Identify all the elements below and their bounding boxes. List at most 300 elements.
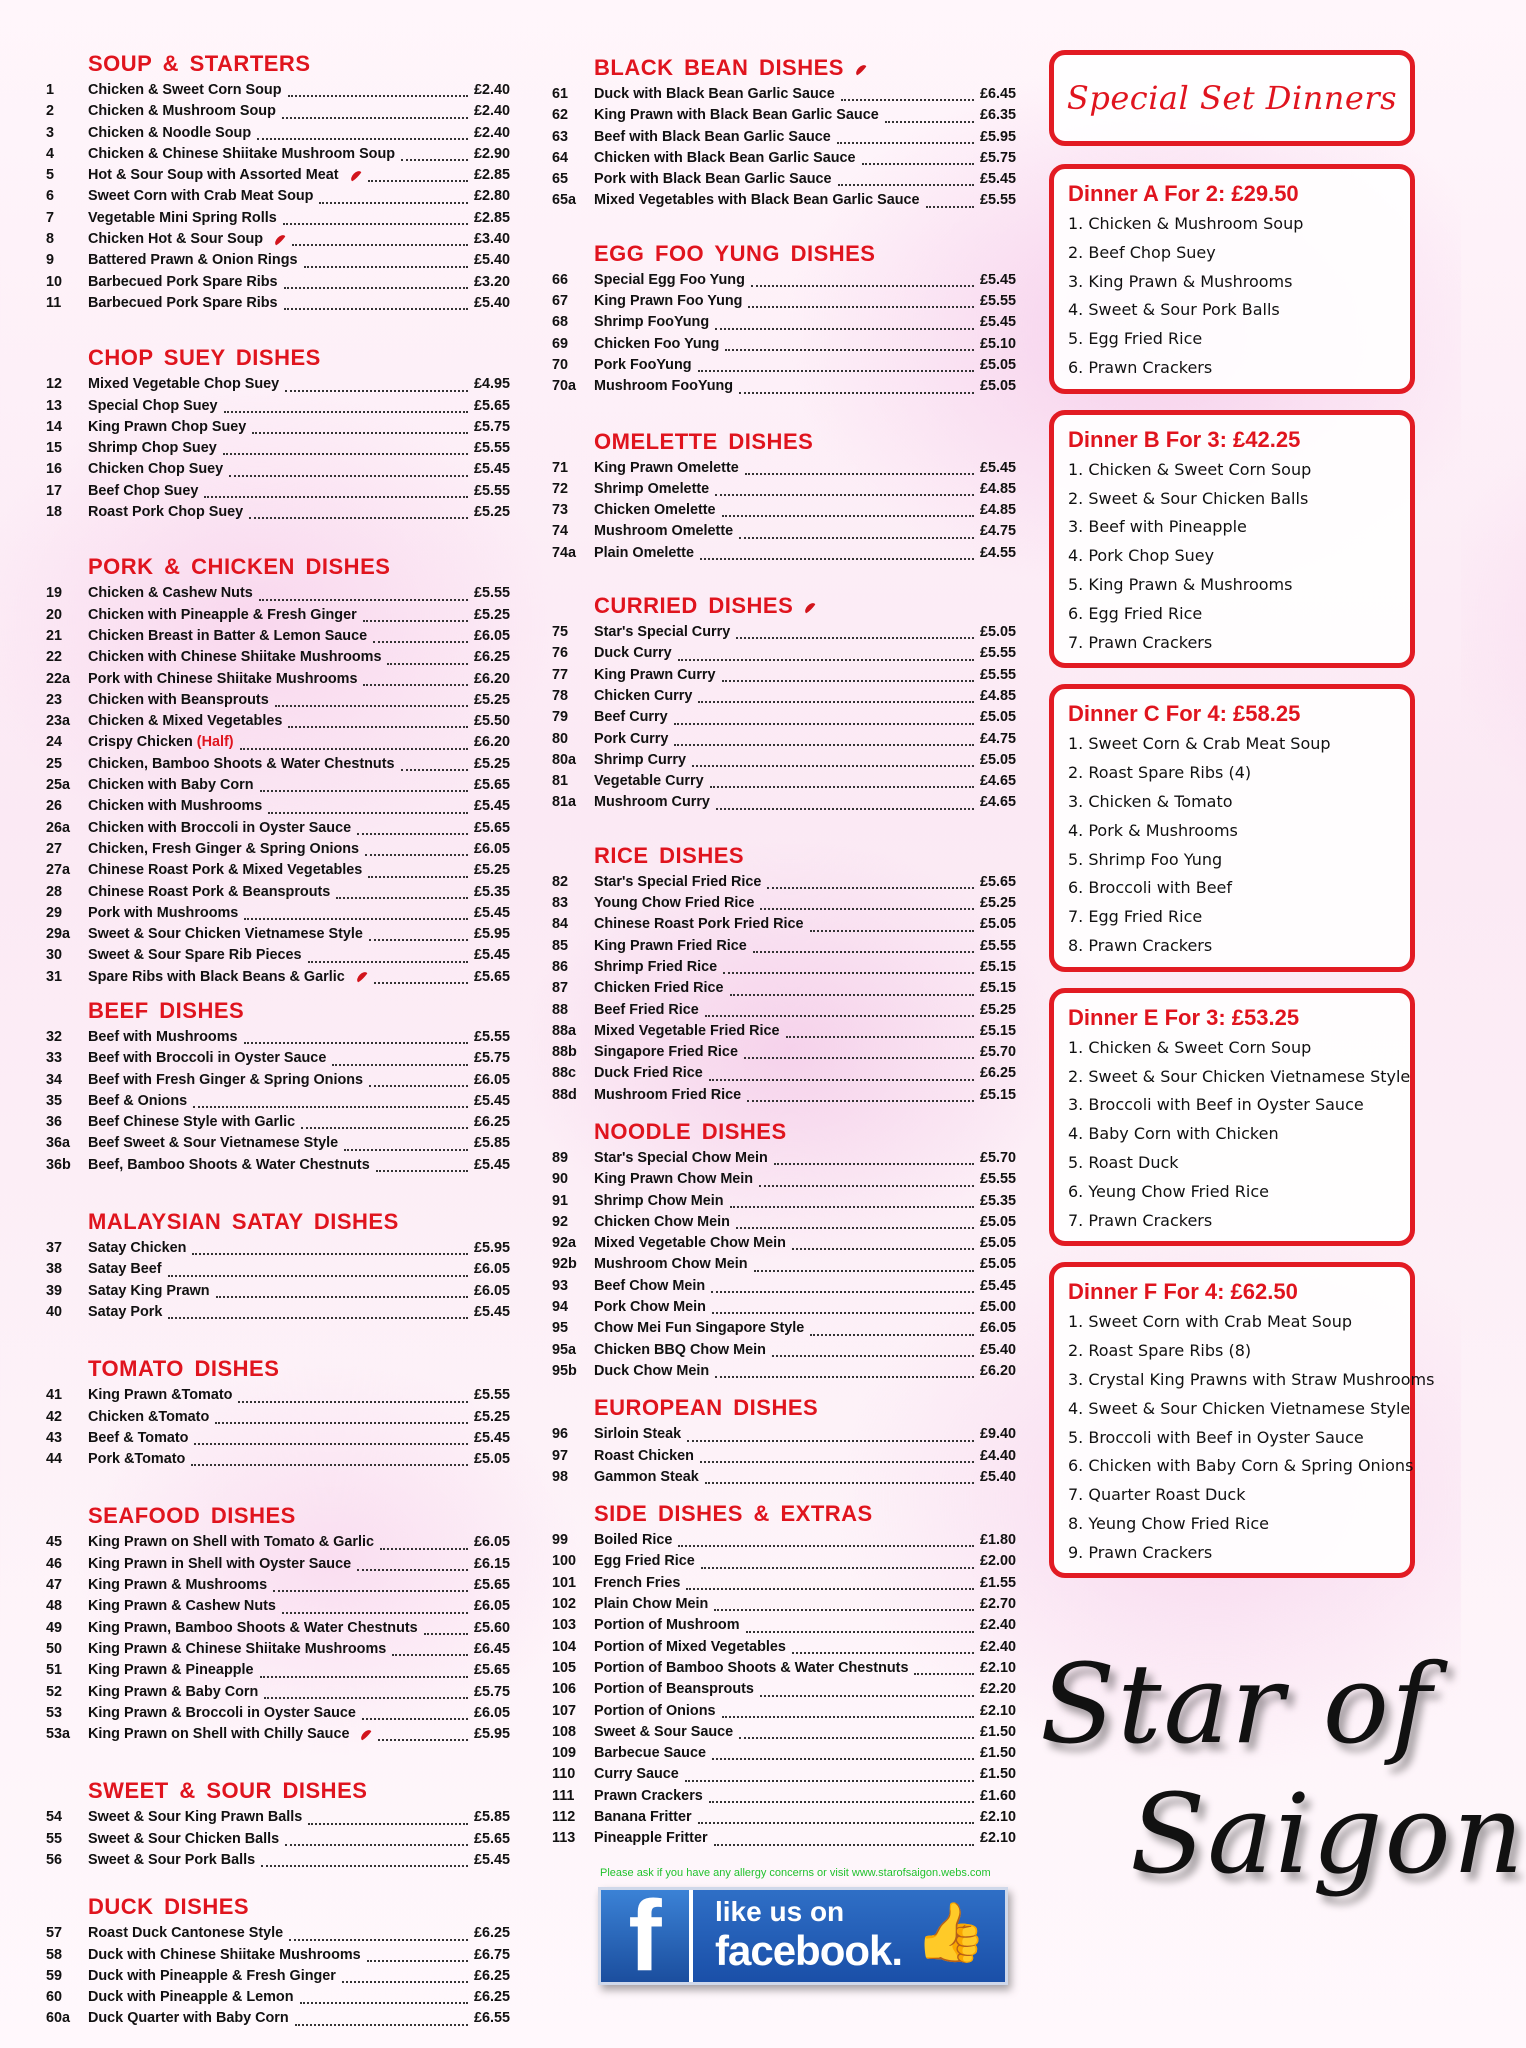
item-price: £5.75 xyxy=(980,149,1017,166)
item-name-text: Mixed Vegetable Chop Suey xyxy=(88,376,280,393)
menu-item xyxy=(552,355,1020,376)
section-title-text: EGG FOO YUNG DISHES xyxy=(594,240,876,266)
menu-item xyxy=(46,1112,514,1133)
menu-item xyxy=(46,1923,514,1944)
item-name-text: Chicken with Broccoli in Oyster Sauce xyxy=(88,819,352,836)
item-name xyxy=(88,1281,210,1302)
item-number: 42 xyxy=(46,1408,63,1425)
menu-item xyxy=(46,882,514,903)
dinner-item: 8. Yeung Chow Fried Rice xyxy=(1068,1513,1269,1533)
dot-leader xyxy=(926,206,974,208)
item-price: £2.10 xyxy=(980,1659,1017,1676)
dot-leader xyxy=(914,1673,974,1675)
item-number: 68 xyxy=(552,314,569,331)
item-name xyxy=(594,148,856,169)
item-name xyxy=(88,250,298,271)
item-number: 24 xyxy=(46,734,63,751)
item-name-text: Pineapple Fritter xyxy=(594,1830,708,1847)
dot-leader xyxy=(363,620,468,622)
item-name xyxy=(88,165,362,186)
item-name xyxy=(88,459,223,480)
menu-item xyxy=(46,1987,514,2008)
item-number: 52 xyxy=(46,1683,63,1700)
item-price: £5.65 xyxy=(474,397,511,414)
item-name-text: Vegetable Curry xyxy=(594,773,704,790)
section-title xyxy=(552,592,1020,620)
dot-leader xyxy=(223,453,468,455)
item-name-text: Mushroom Omelette xyxy=(594,523,734,540)
menu-item xyxy=(552,521,1020,542)
item-price: £3.20 xyxy=(474,273,511,290)
item-name-text: Chicken & Noodle Soup xyxy=(88,124,252,141)
item-name-text: Beef Sweet & Sour Vietnamese Style xyxy=(88,1135,339,1152)
dinner-title: Dinner C For 4: £58.25 xyxy=(1068,701,1301,727)
menu-section xyxy=(46,1208,514,1323)
item-name xyxy=(594,1828,708,1849)
item-name xyxy=(88,860,362,881)
item-name-text: Curry Sauce xyxy=(594,1766,679,1783)
item-number: 25 xyxy=(46,755,63,772)
item-name xyxy=(88,1449,185,1470)
item-name xyxy=(594,1233,786,1254)
item-name xyxy=(594,1021,780,1042)
item-name xyxy=(88,1575,267,1596)
dot-leader xyxy=(739,1737,974,1739)
item-name-text: Chicken, Bamboo Shoots & Water Chestnuts xyxy=(88,755,395,772)
dot-leader xyxy=(685,1780,974,1782)
menu-item xyxy=(552,1764,1020,1785)
item-name xyxy=(88,1302,162,1323)
dinner-item: 5. Roast Duck xyxy=(1068,1152,1179,1172)
item-price: £4.65 xyxy=(980,773,1017,790)
item-number: 89 xyxy=(552,1149,569,1166)
menu-item xyxy=(552,729,1020,750)
item-name-text: Duck Chow Mein xyxy=(594,1362,710,1379)
item-price: £5.65 xyxy=(474,819,511,836)
item-name xyxy=(594,1446,694,1467)
item-name xyxy=(594,893,754,914)
dinner-item: 4. Sweet & Sour Pork Balls xyxy=(1068,300,1280,320)
item-name-text: Roast Pork Chop Suey xyxy=(88,504,244,521)
item-name-text: Duck with Chinese Shiitake Mushrooms xyxy=(88,1946,361,1963)
item-number: 95 xyxy=(552,1320,569,1337)
dot-leader xyxy=(204,496,468,498)
menu-item xyxy=(552,1000,1020,1021)
dot-leader xyxy=(363,684,468,686)
dot-leader xyxy=(674,744,974,746)
item-number: 44 xyxy=(46,1451,63,1468)
item-name-text: Duck Fried Rice xyxy=(594,1065,703,1082)
dot-leader xyxy=(730,1206,974,1208)
dot-leader xyxy=(715,1376,974,1378)
item-number: 36a xyxy=(46,1135,71,1152)
menu-item xyxy=(46,186,514,207)
dinner-list xyxy=(1049,164,1435,1578)
item-number: 4 xyxy=(46,145,55,162)
item-name-text: King Prawn on Shell with Tomato & Garlic xyxy=(88,1534,374,1551)
item-name-text: Crispy Chicken xyxy=(88,734,193,751)
item-price: £5.40 xyxy=(980,1341,1017,1358)
item-price: £5.65 xyxy=(474,1577,511,1594)
item-name xyxy=(88,438,217,459)
item-price: £4.95 xyxy=(474,376,511,393)
dot-leader xyxy=(292,244,468,246)
item-name xyxy=(88,839,359,860)
dinner-box xyxy=(1049,164,1415,394)
item-price: £5.45 xyxy=(980,459,1017,476)
dot-leader xyxy=(191,1464,468,1466)
dot-leader xyxy=(332,1064,468,1066)
dot-leader xyxy=(369,1085,468,1087)
menu-section xyxy=(46,344,514,523)
item-name-text: Shrimp Omelette xyxy=(594,480,710,497)
item-name-text: Chicken with Beansprouts xyxy=(88,691,269,708)
item-name-text: King Prawn in Shell with Oyster Sauce xyxy=(88,1555,352,1572)
item-name xyxy=(88,647,381,668)
item-name xyxy=(88,1091,187,1112)
item-price: £6.05 xyxy=(474,1598,511,1615)
item-name xyxy=(88,272,278,293)
item-name xyxy=(594,1318,804,1339)
section-title-text: SOUP & STARTERS xyxy=(88,51,311,76)
item-name-text: Chicken & Cashew Nuts xyxy=(88,585,253,602)
dinner-item: 8. Prawn Crackers xyxy=(1068,935,1213,955)
item-name-text: Egg Fried Rice xyxy=(594,1553,695,1570)
menu-item xyxy=(46,1703,514,1724)
item-number: 55 xyxy=(46,1830,63,1847)
item-number: 65 xyxy=(552,171,569,188)
dot-leader xyxy=(373,641,468,643)
item-name-text: Star's Special Curry xyxy=(594,624,731,641)
item-number: 36 xyxy=(46,1114,63,1131)
menu-item xyxy=(552,458,1020,479)
item-number: 82 xyxy=(552,873,569,890)
item-price: £5.50 xyxy=(474,713,511,730)
menu-item xyxy=(552,270,1020,291)
dot-leader xyxy=(238,1401,468,1403)
item-name-text: Duck with Pineapple & Fresh Ginger xyxy=(88,1967,336,1984)
menu-item xyxy=(552,957,1020,978)
item-name xyxy=(594,1297,706,1318)
item-name xyxy=(594,792,710,813)
item-name xyxy=(88,502,243,523)
item-name-text: Chicken Chop Suey xyxy=(88,461,224,478)
dot-leader xyxy=(714,1844,974,1846)
menu-item xyxy=(552,1679,1020,1700)
item-name xyxy=(594,707,668,728)
item-name xyxy=(594,543,694,564)
item-name-text: Chicken with Baby Corn xyxy=(88,777,254,794)
item-name xyxy=(594,1361,709,1382)
item-price: £1.55 xyxy=(980,1574,1017,1591)
item-price: £6.45 xyxy=(980,86,1017,102)
item-number: 78 xyxy=(552,687,569,704)
dot-leader xyxy=(275,705,468,707)
item-price: £5.05 xyxy=(980,1235,1017,1252)
facebook-like-banner[interactable] xyxy=(598,1880,1008,1992)
item-price: £5.45 xyxy=(980,171,1017,188)
menu-item xyxy=(552,1169,1020,1190)
item-name-text: Special Egg Foo Yung xyxy=(594,271,745,288)
dot-leader xyxy=(760,1695,974,1697)
item-name xyxy=(594,105,879,126)
item-price: £5.25 xyxy=(980,895,1017,912)
menu-item xyxy=(46,1449,514,1470)
dot-leader xyxy=(698,1822,974,1824)
item-name-text: King Prawn on Shell with Chilly Sauce xyxy=(88,1726,350,1743)
section-title xyxy=(552,1500,1020,1528)
item-number: 26a xyxy=(46,819,71,836)
dot-leader xyxy=(368,876,468,878)
section-title-text: MALAYSIAN SATAY DISHES xyxy=(88,1209,399,1235)
item-name xyxy=(88,208,277,229)
item-name-text: Mushroom FooYung xyxy=(594,378,734,395)
item-name-text: Chicken Omelette xyxy=(594,502,716,519)
item-number: 51 xyxy=(46,1662,63,1679)
dot-leader xyxy=(748,306,974,308)
item-name xyxy=(88,732,234,753)
item-name-text: King Prawn Curry xyxy=(594,666,716,683)
menu-section xyxy=(46,1355,514,1470)
item-number: 83 xyxy=(552,895,569,912)
menu-item xyxy=(46,1639,514,1660)
item-price: £5.55 xyxy=(980,192,1017,209)
chili-icon xyxy=(355,971,368,984)
item-name xyxy=(594,1467,699,1488)
item-name-text: Boiled Rice xyxy=(594,1532,673,1549)
item-name xyxy=(88,1554,351,1575)
item-name-text: Mushroom Chow Mein xyxy=(594,1256,748,1273)
dot-leader xyxy=(715,494,974,496)
item-number: 27 xyxy=(46,840,63,857)
item-price: £5.40 xyxy=(474,294,511,311)
dinner-item: 7. Prawn Crackers xyxy=(1068,1210,1213,1230)
item-number: 56 xyxy=(46,1852,63,1868)
menu-item xyxy=(46,396,514,417)
menu-item xyxy=(46,272,514,293)
dot-leader xyxy=(308,961,468,963)
item-number: 20 xyxy=(46,606,63,623)
chili-icon xyxy=(803,601,816,614)
dot-leader xyxy=(792,1248,974,1250)
item-name-text: Young Chow Fried Rice xyxy=(594,895,755,912)
item-price: £4.85 xyxy=(980,480,1017,497)
item-price: £5.25 xyxy=(474,606,511,623)
dinner-item: 5. Broccoli with Beef in Oyster Sauce xyxy=(1068,1427,1364,1447)
dot-leader xyxy=(285,1844,468,1846)
dot-leader xyxy=(244,1042,468,1044)
item-price: £5.05 xyxy=(980,356,1017,373)
item-number: 30 xyxy=(46,947,63,964)
item-name xyxy=(88,690,269,711)
menu-item xyxy=(552,1658,1020,1679)
menu-item xyxy=(46,669,514,690)
menu-item xyxy=(552,686,1020,707)
section-title xyxy=(552,842,1020,870)
item-name xyxy=(88,186,313,207)
item-name-text: King Prawn Chop Suey xyxy=(88,418,247,435)
item-name-text: Roast Duck Cantonese Style xyxy=(88,1925,284,1942)
item-price: £5.25 xyxy=(474,504,511,521)
section-title-text: BLACK BEAN DISHES xyxy=(594,55,844,80)
item-price: £4.65 xyxy=(980,794,1017,811)
item-name xyxy=(594,686,692,707)
menu-item xyxy=(46,1660,514,1681)
menu-item xyxy=(552,1615,1020,1636)
item-price: £5.55 xyxy=(474,482,511,499)
menu-item xyxy=(46,1596,514,1617)
item-price: £2.70 xyxy=(980,1596,1017,1613)
item-number: 13 xyxy=(46,397,63,414)
item-price: £5.00 xyxy=(980,1299,1017,1316)
dot-leader xyxy=(357,1569,468,1571)
menu-item xyxy=(552,893,1020,914)
item-price: £5.45 xyxy=(474,1092,511,1109)
menu-item xyxy=(552,1424,1020,1445)
item-name xyxy=(594,169,832,190)
menu-item xyxy=(552,190,1020,211)
item-portion-note: (Half) xyxy=(196,734,234,751)
item-name xyxy=(88,1133,338,1154)
item-name-text: Pork with Mushrooms xyxy=(88,904,239,921)
item-name xyxy=(594,127,831,148)
item-name xyxy=(594,1000,699,1021)
item-price: £1.50 xyxy=(980,1745,1017,1762)
dot-leader xyxy=(716,808,974,810)
item-number: 49 xyxy=(46,1619,63,1636)
item-name-text: Sweet Corn with Crab Meat Soup xyxy=(88,188,314,205)
dot-leader xyxy=(194,1443,468,1445)
item-name-text: Beef with Black Bean Garlic Sauce xyxy=(594,128,831,145)
menu-item xyxy=(46,690,514,711)
dot-leader xyxy=(745,473,974,475)
item-price: £5.40 xyxy=(980,1468,1017,1485)
menu-item xyxy=(46,1807,514,1828)
menu-item xyxy=(46,775,514,796)
menu-item xyxy=(46,1575,514,1596)
item-name xyxy=(88,1428,188,1449)
dinner-box xyxy=(1049,988,1415,1247)
item-name xyxy=(594,270,745,291)
item-price: £5.65 xyxy=(474,968,511,985)
item-name xyxy=(594,1340,766,1361)
dot-leader xyxy=(751,285,974,287)
item-price: £6.25 xyxy=(474,1114,511,1131)
item-price: £6.05 xyxy=(474,1534,511,1551)
item-number: 57 xyxy=(46,1925,63,1942)
item-number: 35 xyxy=(46,1092,63,1109)
item-price: £4.75 xyxy=(980,523,1017,540)
item-number: 22 xyxy=(46,649,63,666)
menu-item xyxy=(46,80,514,101)
item-name xyxy=(594,376,733,397)
item-price: £2.40 xyxy=(980,1617,1017,1634)
item-number: 65a xyxy=(552,192,577,209)
item-name xyxy=(594,622,730,643)
item-number: 66 xyxy=(552,271,569,288)
item-name xyxy=(594,1679,754,1700)
item-number: 106 xyxy=(552,1681,577,1698)
section-title xyxy=(552,240,1020,268)
item-name xyxy=(594,1042,738,1063)
item-number: 26 xyxy=(46,798,63,815)
item-name-text: Barbecued Pork Spare Ribs xyxy=(88,294,278,311)
item-price: £2.10 xyxy=(980,1809,1017,1825)
item-name-text: Mushroom Curry xyxy=(594,794,710,811)
item-price: £5.65 xyxy=(474,777,511,794)
item-number: 87 xyxy=(552,980,569,997)
item-number: 53a xyxy=(46,1726,71,1743)
dinner-item: 1. Sweet Corn & Crab Meat Soup xyxy=(1068,734,1331,754)
dot-leader xyxy=(283,223,468,225)
dot-leader xyxy=(712,1312,974,1314)
item-number: 12 xyxy=(46,376,63,393)
dot-leader xyxy=(759,1185,974,1187)
item-name-text: Chinese Roast Pork & Beansprouts xyxy=(88,883,331,900)
item-number: 11 xyxy=(46,294,62,311)
dinner-item: 2. Roast Spare Ribs (8) xyxy=(1068,1341,1252,1361)
dinner-title: Dinner F For 4: £62.50 xyxy=(1068,1279,1298,1305)
item-name-text: Special Chop Suey xyxy=(88,397,218,414)
section-title xyxy=(552,54,1020,82)
item-price: £5.65 xyxy=(474,1830,511,1847)
item-price: £5.55 xyxy=(980,666,1017,683)
dinner-item: 7. Egg Fried Rice xyxy=(1068,907,1203,927)
menu-item xyxy=(552,1063,1020,1084)
dot-leader xyxy=(342,1981,468,1983)
menu-item xyxy=(552,622,1020,643)
item-name xyxy=(88,2008,289,2029)
section-title-text: DUCK DISHES xyxy=(88,1894,250,1920)
item-name xyxy=(88,1923,283,1944)
item-price: £5.95 xyxy=(980,128,1017,145)
item-price: £6.05 xyxy=(474,627,511,644)
item-number: 70a xyxy=(552,378,577,395)
item-number: 58 xyxy=(46,1946,63,1963)
item-number: 53 xyxy=(46,1704,63,1721)
item-name-text: Chicken & Chinese Shiitake Mushroom Soup xyxy=(88,145,396,162)
item-name-text: Beef & Tomato xyxy=(88,1429,189,1446)
item-price: £6.25 xyxy=(474,1967,511,1984)
item-price: £5.25 xyxy=(474,862,511,879)
menu-item xyxy=(552,1786,1020,1807)
item-name-text: Hot & Sour Soup with Assorted Meat xyxy=(88,167,339,184)
item-name-text: Chicken Fried Rice xyxy=(594,980,724,997)
item-price: £5.05 xyxy=(474,1451,511,1468)
item-price: £5.60 xyxy=(474,1619,511,1636)
item-name xyxy=(88,101,276,122)
item-name-text: King Prawn & Baby Corn xyxy=(88,1683,259,1700)
item-name-text: Portion of Onions xyxy=(594,1702,716,1719)
section-title-text: SIDE DISHES & EXTRAS xyxy=(594,1501,873,1527)
item-name-text: Barbecue Sauce xyxy=(594,1745,706,1762)
item-number: 23 xyxy=(46,691,63,708)
item-number: 108 xyxy=(552,1723,577,1740)
dot-leader xyxy=(885,121,974,123)
item-number: 63 xyxy=(552,128,569,145)
dot-leader xyxy=(712,1758,974,1760)
menu-item xyxy=(46,1155,514,1176)
dot-leader xyxy=(810,1334,974,1336)
facebook-name: facebook. xyxy=(715,1927,903,1974)
menu-item xyxy=(46,208,514,229)
dot-leader xyxy=(698,701,974,703)
menu-item xyxy=(46,1945,514,1966)
item-name xyxy=(594,500,716,521)
dinner-item: 4. Sweet & Sour Chicken Vietnamese Style xyxy=(1068,1398,1411,1418)
item-name-text: Beef Chop Suey xyxy=(88,482,199,499)
item-price: £5.75 xyxy=(474,1050,511,1067)
